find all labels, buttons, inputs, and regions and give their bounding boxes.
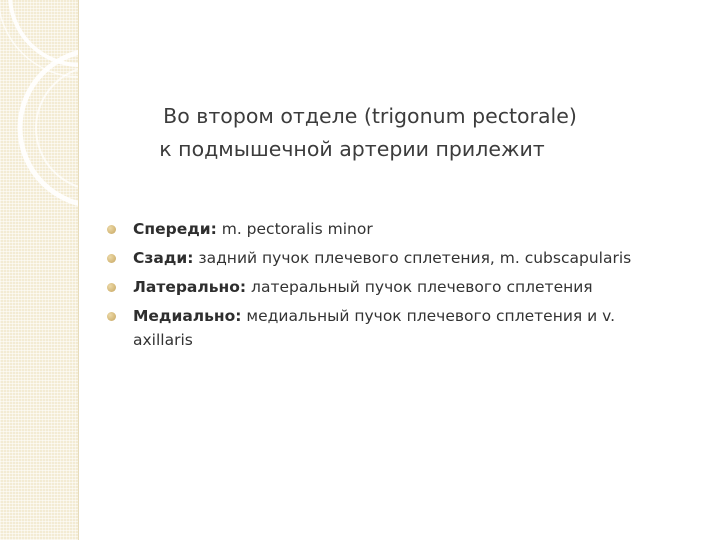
bullet-item-anterior (104, 217, 674, 241)
slide-title-line-1: Во втором отделе (trigonum pectorale) (163, 104, 577, 128)
bullet-dot-icon (107, 254, 116, 263)
bullet-dot-icon (107, 283, 116, 292)
bullet-term: Спереди: (133, 220, 217, 238)
bullet-dot-icon (107, 225, 116, 234)
bullet-term: Медиально: (133, 307, 242, 325)
bullet-term: Латерально: (133, 278, 247, 296)
bullet-text: m. pectoralis minor (216, 220, 373, 238)
slide-title-line-2: к подмышечной артерии прилежит (159, 137, 545, 161)
bullet-list (104, 217, 674, 357)
bullet-item-lateral (104, 275, 674, 299)
bullet-dot-icon (107, 312, 116, 321)
decorative-arcs (0, 0, 78, 540)
bullet-term: Сзади: (133, 249, 194, 267)
bullet-text: медиальный пучок плечевого сплетения и v. axillaris (133, 307, 616, 349)
bullet-text: задний пучок плечевого сплетения, m. cubscapularis (193, 249, 632, 267)
bullet-item-posterior (104, 246, 674, 270)
slide-title (120, 100, 620, 166)
bullet-text: латеральный пучок плечевого сплетения (246, 278, 593, 296)
decorative-side-band (0, 0, 79, 540)
bullet-item-medial (104, 304, 674, 352)
